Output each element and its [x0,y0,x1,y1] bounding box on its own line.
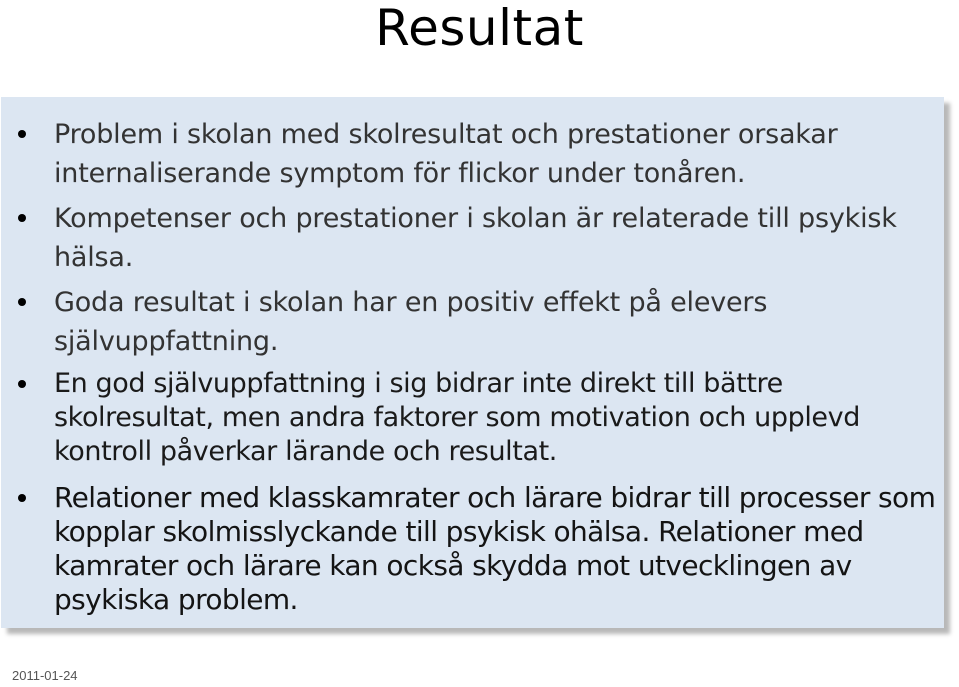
bullet-item [1,367,936,469]
bullet-item [1,115,936,193]
bullet-text: Goda resultat i skolan har en positiv effekt på elevers självuppfattning. [54,287,768,357]
content-box [1,97,944,628]
bullet-item [1,283,936,361]
bullet-dot-icon [18,494,26,502]
bullet-item [1,481,936,617]
bullet-text: En god självuppfattning i sig bidrar inte direkt till bättre skolresultat, men andra faktorer som motivation och upplevd kontroll påverkar lärande och resultat. [54,368,860,467]
bullet-list [1,115,936,617]
bullet-item [1,199,936,277]
slide-title: Resultat [375,0,584,57]
bullet-dot-icon [18,298,26,306]
bullet-text: Problem i skolan med skolresultat och prestationer orsakar internaliserande symptom för flickor under tonåren. [54,119,838,189]
bullet-text: Kompetenser och prestationer i skolan är relaterade till psykisk hälsa. [54,203,897,273]
footer-date: 2011-01-24 [12,668,78,683]
bullet-dot-icon [18,380,26,388]
bullet-text: Relationer med klasskamrater och lärare bidrar till processer som kopplar skolmisslyckande till psykisk ohälsa. Relationer med kamrater och lärare kan också skydda mot utvecklingen av psykiska problem. [54,481,936,616]
bullet-dot-icon [18,130,26,138]
bullet-dot-icon [18,214,26,222]
